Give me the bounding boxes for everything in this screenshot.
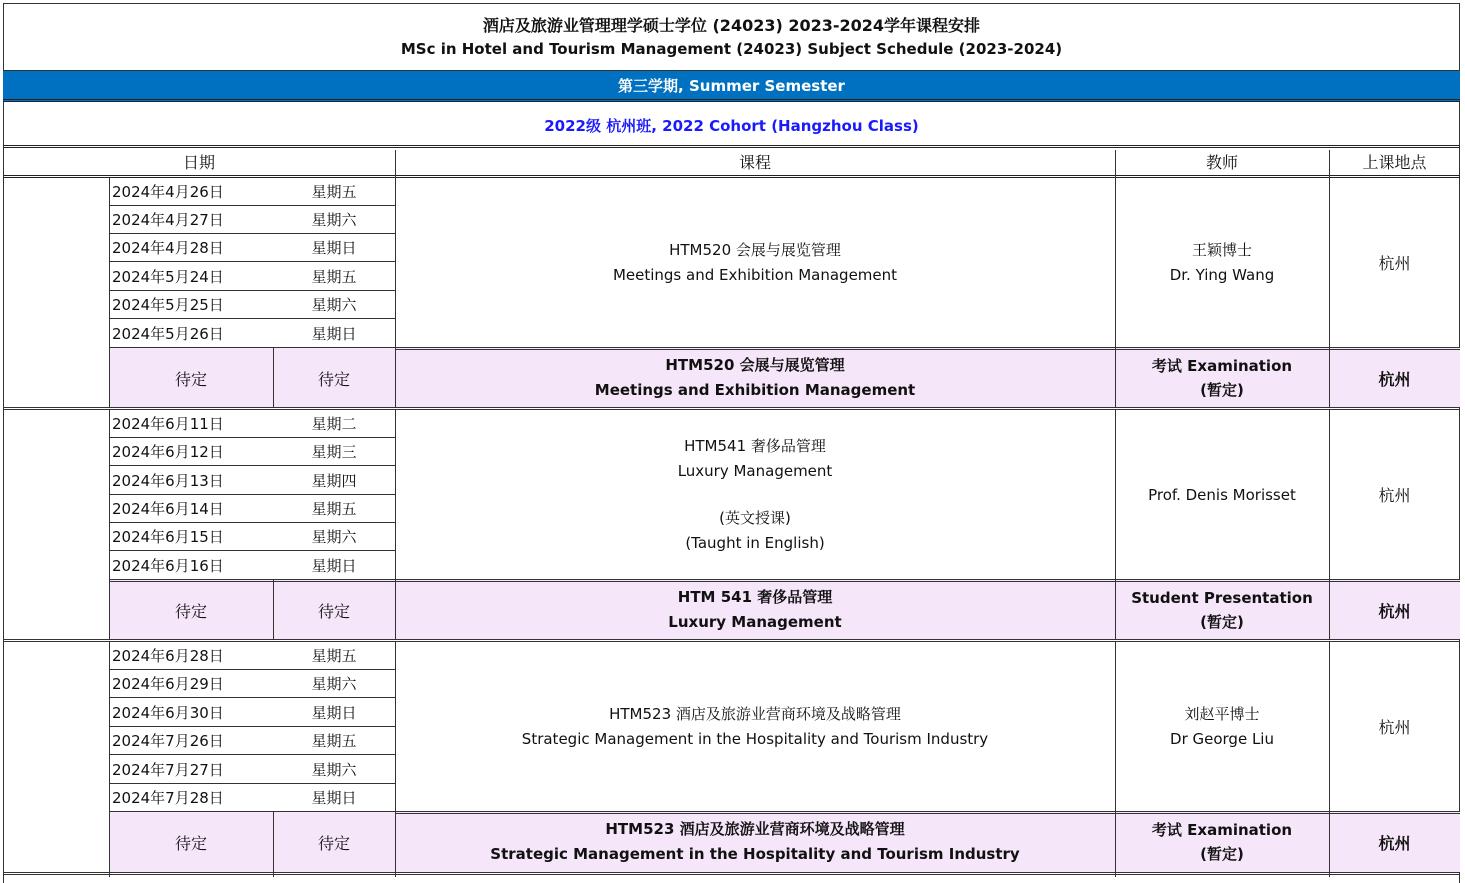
session-date: 2024年4月28日 <box>109 234 273 262</box>
session-date: 2024年5月25日 <box>109 291 273 319</box>
session-weekday: 星期六 <box>273 756 395 784</box>
grid-line <box>109 642 110 877</box>
session-weekday: 星期五 <box>273 495 395 523</box>
session-date: 2024年6月30日 <box>109 699 273 727</box>
session-date: 2024年7月27日 <box>109 756 273 784</box>
teacher-name: Prof. Denis Morisset <box>1148 485 1296 504</box>
final-date: 待定 <box>174 833 207 853</box>
final-tentative: (暂定) <box>1200 845 1244 863</box>
grid-line <box>395 178 396 408</box>
session-weekday: 星期日 <box>273 784 395 812</box>
grid-line <box>109 410 110 640</box>
final-type-cell <box>1115 348 1329 408</box>
grid-line <box>109 178 110 408</box>
course-name-english: Luxury Management <box>677 462 833 480</box>
final-type-cell <box>1115 580 1329 640</box>
session-date: 2024年6月12日 <box>109 438 273 466</box>
session-date: 2024年7月28日 <box>109 784 273 812</box>
teacher-name-english: Dr. Ying Wang <box>1169 266 1275 284</box>
session-weekday: 星期五 <box>273 263 395 291</box>
session-weekday: 星期六 <box>273 670 395 698</box>
teacher-cell <box>1115 410 1329 580</box>
session-date: 2024年6月16日 <box>109 552 273 580</box>
final-tentative: (暂定) <box>1200 381 1244 399</box>
location-cell <box>1329 642 1460 812</box>
session-weekday: 星期五 <box>273 178 395 206</box>
session-date: 2024年5月24日 <box>109 263 273 291</box>
session-date: 2024年6月11日 <box>109 410 273 438</box>
final-course-english: Luxury Management <box>668 613 842 631</box>
session-weekday: 星期日 <box>273 552 395 580</box>
final-course-cell <box>395 348 1115 408</box>
grid-line <box>395 347 1460 350</box>
grid-line <box>273 580 274 640</box>
session-date: 2024年4月26日 <box>109 178 273 206</box>
grid-line <box>273 348 274 408</box>
grid-line <box>273 812 274 877</box>
session-date: 2024年6月28日 <box>109 642 273 670</box>
final-course-english: Meetings and Exhibition Management <box>594 381 916 399</box>
location-text: 杭州 <box>1378 253 1411 273</box>
course-cell <box>395 642 1115 812</box>
location-cell <box>1329 410 1460 580</box>
grid-line <box>1329 178 1330 408</box>
session-weekday: 星期五 <box>273 642 395 670</box>
session-weekday: 星期日 <box>273 699 395 727</box>
session-weekday: 星期六 <box>273 291 395 319</box>
final-weekday: 待定 <box>317 833 350 853</box>
grid-line <box>109 579 1460 582</box>
header-divider <box>1115 150 1116 178</box>
grid-line <box>395 811 1460 814</box>
grid-line <box>1115 178 1116 408</box>
session-weekday: 星期日 <box>273 320 395 348</box>
course-cell <box>395 178 1115 348</box>
grid-line <box>395 642 396 877</box>
course-name-chinese: HTM541 奢侈品管理 <box>684 437 826 455</box>
final-course-english: Strategic Management in the Hospitality and Tourism Industry <box>490 845 1020 863</box>
title-chinese: 酒店及旅游业管理理学硕士学位 (24023) 2023-2024学年课程安排 <box>482 16 981 35</box>
final-type: 考试 Examination <box>1151 821 1293 839</box>
session-weekday: 星期日 <box>273 234 395 262</box>
final-date: 待定 <box>174 369 207 389</box>
teacher-name-chinese: 王颖博士 <box>1191 241 1252 259</box>
session-date: 2024年7月26日 <box>109 727 273 755</box>
teacher-cell <box>1115 178 1329 348</box>
course-name-english: Strategic Management in the Hospitality and Tourism Industry <box>521 730 989 748</box>
final-type: 考试 Examination <box>1151 357 1293 375</box>
block-separator <box>3 872 1460 875</box>
final-weekday: 待定 <box>317 601 350 621</box>
final-weekday: 待定 <box>317 369 350 389</box>
semester-banner: 第三学期, Summer Semester <box>3 71 1460 102</box>
final-course-cell <box>395 580 1115 640</box>
final-type: Student Presentation <box>1131 589 1313 607</box>
location-cell <box>1329 178 1460 348</box>
final-date: 待定 <box>174 601 207 621</box>
session-date: 2024年6月29日 <box>109 670 273 698</box>
cohort-label: 2022级 杭州班, 2022 Cohort (Hangzhou Class) <box>3 104 1460 148</box>
teacher-name-chinese: 刘赵平博士 <box>1184 705 1260 723</box>
session-date: 2024年6月14日 <box>109 495 273 523</box>
header-date: 日期 <box>3 150 395 178</box>
session-weekday: 星期六 <box>273 523 395 551</box>
final-location: 杭州 <box>1378 601 1411 621</box>
teacher-cell <box>1115 642 1329 812</box>
header-course: 课程 <box>395 150 1115 178</box>
language-note-english: (Taught in English) <box>685 534 825 552</box>
session-weekday: 星期四 <box>273 467 395 495</box>
grid-line <box>1329 642 1330 877</box>
session-weekday: 星期三 <box>273 438 395 466</box>
header-teacher: 教师 <box>1115 150 1329 178</box>
header-divider <box>1329 150 1330 178</box>
session-date: 2024年6月13日 <box>109 467 273 495</box>
session-weekday: 星期六 <box>273 206 395 234</box>
final-course-cell <box>395 812 1115 872</box>
final-tentative: (暂定) <box>1200 613 1244 631</box>
teacher-name-english: Dr George Liu <box>1170 730 1274 748</box>
final-course-chinese: HTM 541 奢侈品管理 <box>677 588 833 606</box>
grid-line <box>395 410 396 640</box>
language-note-chinese: (英文授课) <box>719 509 791 527</box>
session-date: 2024年6月15日 <box>109 523 273 551</box>
course-name-chinese: HTM523 酒店及旅游业营商环境及战略管理 <box>609 705 901 723</box>
block-separator <box>3 639 1460 642</box>
session-weekday: 星期二 <box>273 410 395 438</box>
final-type-cell <box>1115 812 1329 872</box>
location-text: 杭州 <box>1378 485 1411 505</box>
course-name-english: Meetings and Exhibition Management <box>612 266 898 284</box>
grid-line <box>1115 642 1116 877</box>
title-english: MSc in Hotel and Tourism Management (24023) Subject Schedule (2023-2024) <box>400 40 1063 58</box>
final-location: 杭州 <box>1378 369 1411 389</box>
session-date: 2024年5月26日 <box>109 320 273 348</box>
grid-line <box>1115 410 1116 640</box>
title-box <box>3 3 1460 71</box>
session-weekday: 星期五 <box>273 727 395 755</box>
session-date: 2024年4月27日 <box>109 206 273 234</box>
final-course-chinese: HTM520 会展与展览管理 <box>665 356 845 374</box>
final-course-chinese: HTM523 酒店及旅游业营商环境及战略管理 <box>605 820 905 838</box>
grid-line <box>1329 410 1330 640</box>
course-cell <box>395 410 1115 580</box>
header-location: 上课地点 <box>1329 150 1460 178</box>
block-separator <box>3 407 1460 410</box>
location-text: 杭州 <box>1378 717 1411 737</box>
header-divider <box>395 150 396 178</box>
final-location: 杭州 <box>1378 833 1411 853</box>
course-name-chinese: HTM520 会展与展览管理 <box>669 241 841 259</box>
